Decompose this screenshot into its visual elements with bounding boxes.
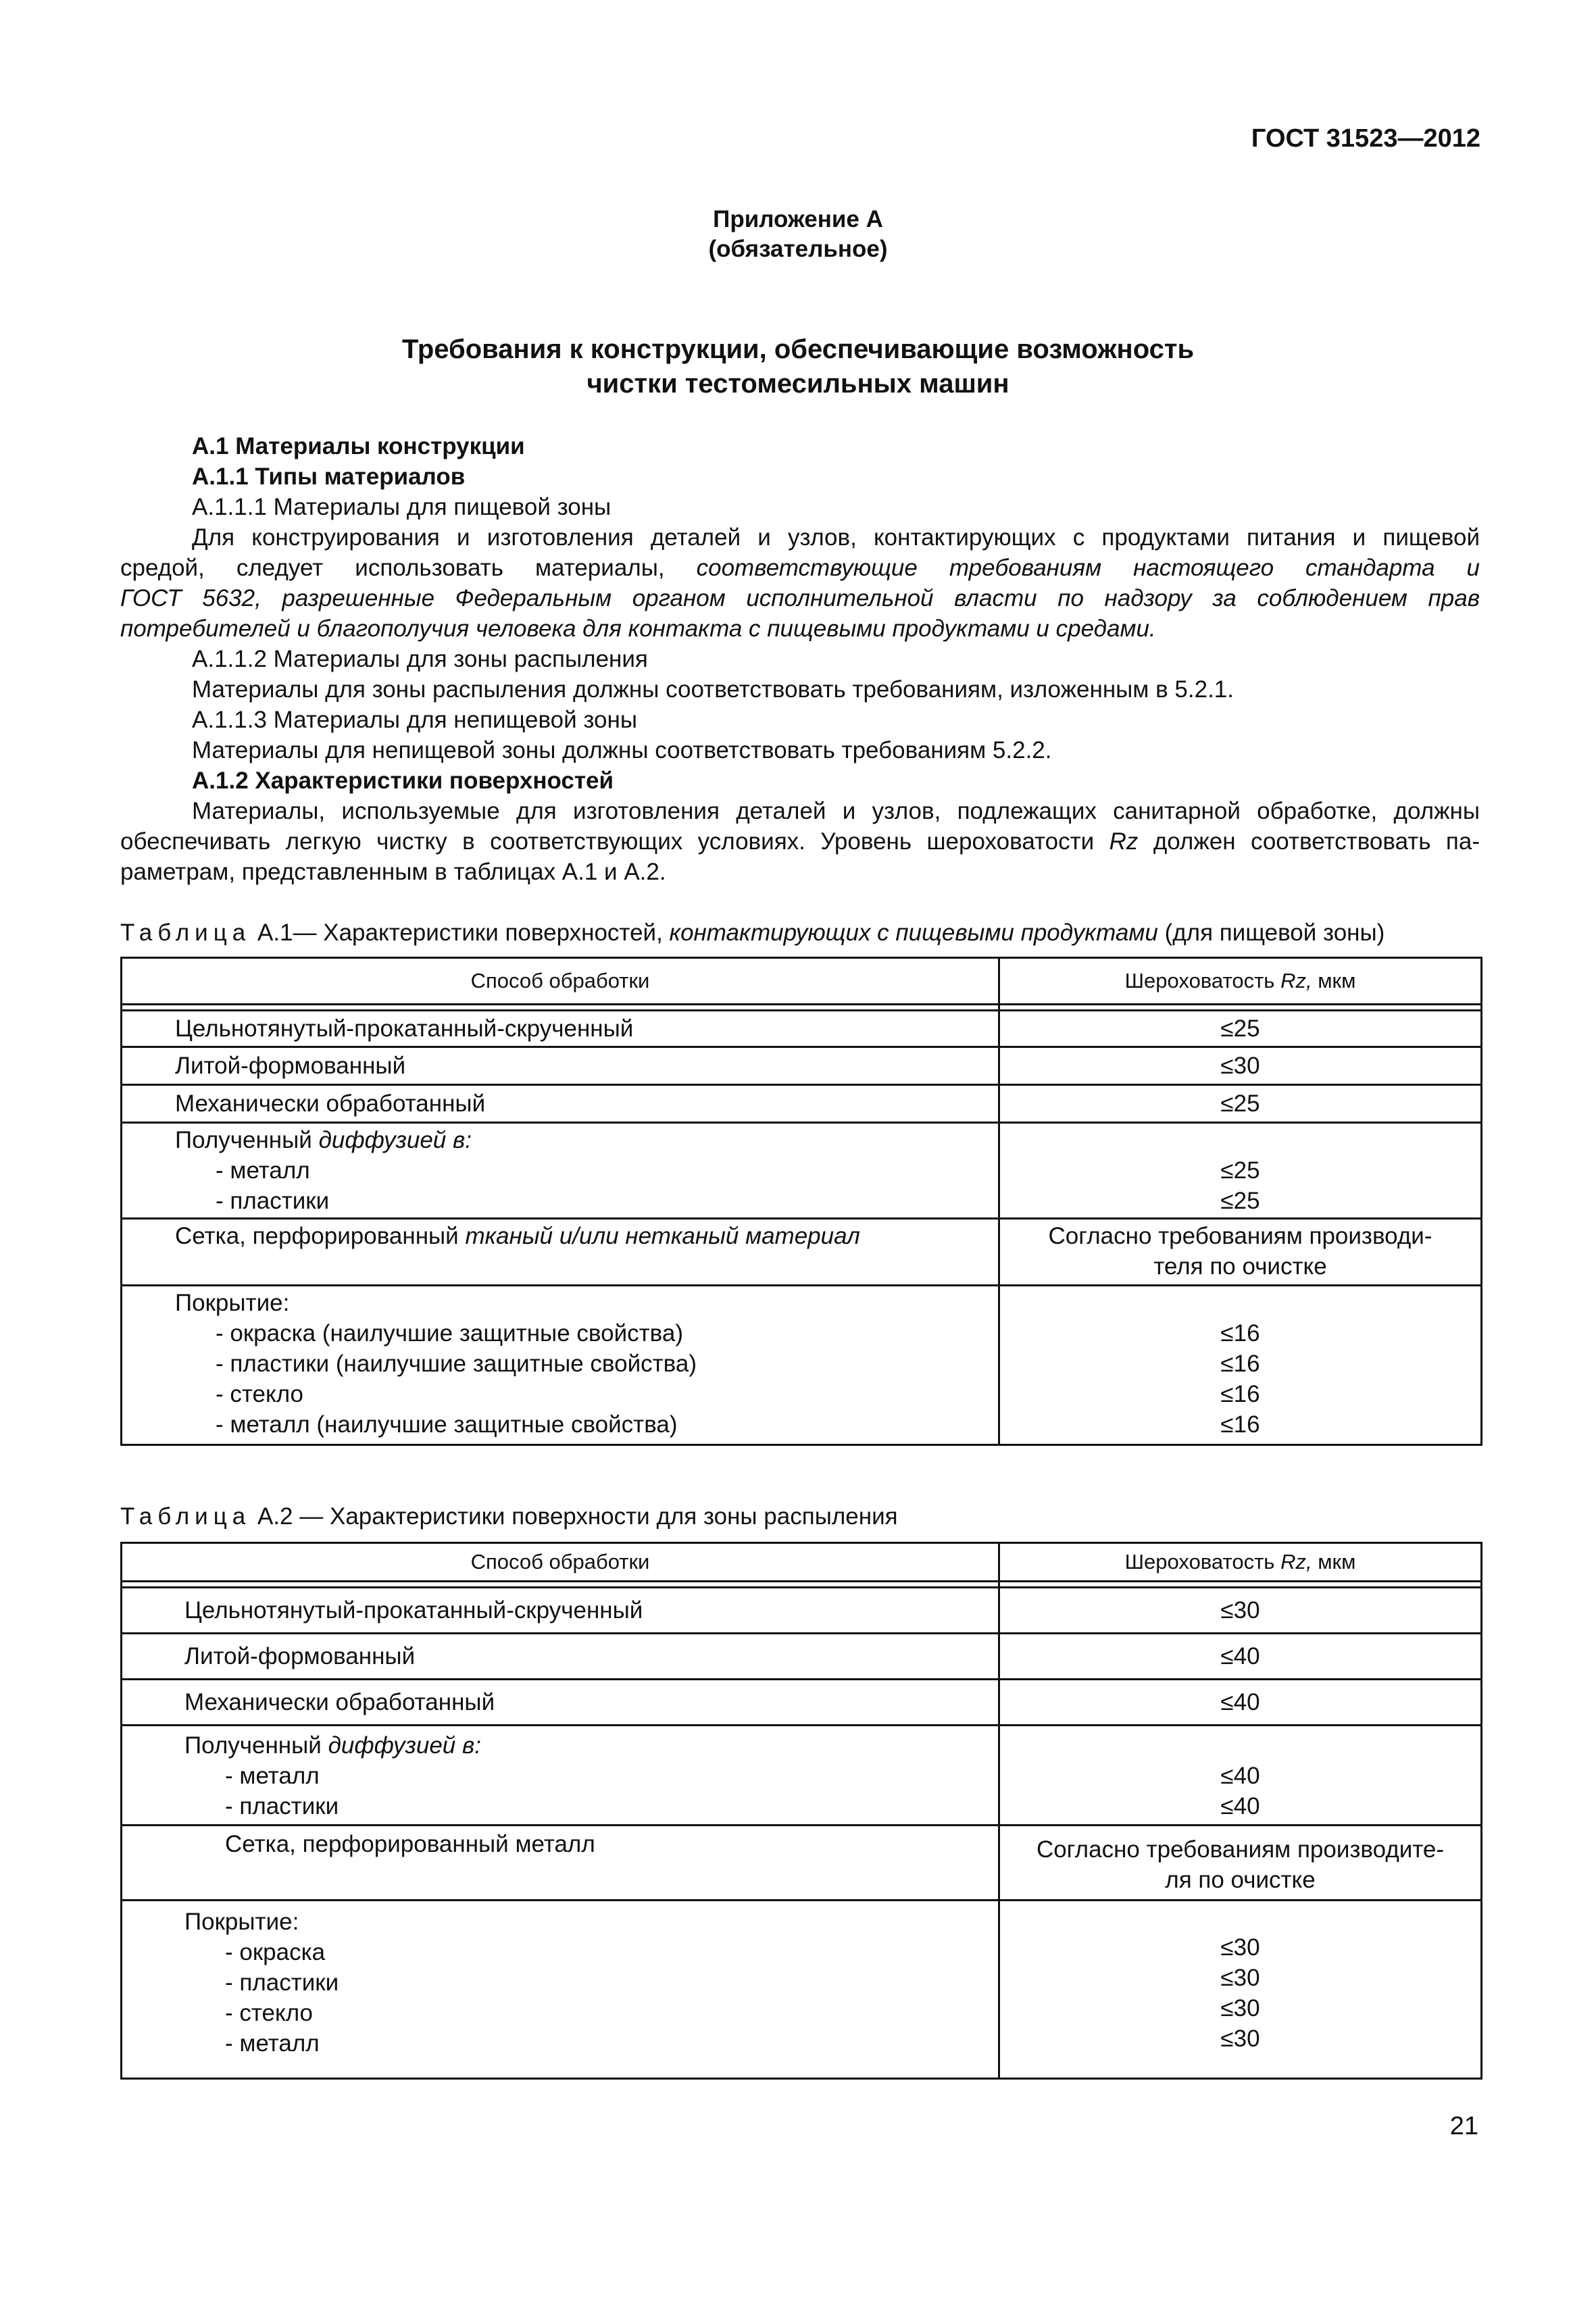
table-cell-value (999, 1219, 1482, 1286)
table-cell-method: Цельнотянутый-прокатанный-скрученный (122, 1011, 999, 1047)
section-title-line2: чистки тестомесильных машин (587, 369, 1009, 399)
cell-line: ≤40 (1220, 1793, 1260, 1819)
document-code: ГОСТ 31523—2012 (1251, 124, 1480, 153)
heading-a1: А.1 Материалы конструкции (192, 433, 525, 459)
paragraph-line: Материалы, используемые для изготовления деталей и узлов, подлежащих санитарной обработке, должны (192, 798, 1480, 824)
table-cell-value (999, 1286, 1482, 1445)
table-row (122, 1123, 1482, 1219)
heading-a11: А.1.1 Типы материалов (192, 463, 466, 490)
cell-line: ≤16 (1220, 1351, 1260, 1377)
table-cell-value: ≤25 (999, 1011, 1482, 1047)
text-span: тканый и/или нетканый материал (465, 1223, 860, 1249)
table-row (122, 1680, 1482, 1726)
text-span: Rz (1109, 828, 1139, 855)
paragraph-line: Для конструирования и изготовления деталей и узлов, контактирующих с продуктами питания и пищевой (192, 524, 1480, 551)
table-header-row (122, 958, 1482, 1005)
cell-line: ≤30 (1220, 1934, 1260, 1961)
cell-line (175, 1125, 998, 1155)
annex-title: Приложение А (713, 206, 883, 232)
table-row (122, 1826, 1482, 1901)
page-number: 21 (1449, 2112, 1478, 2140)
cell-line: - металл (наилучшие защитные свойства) (216, 1411, 678, 1438)
caption-text: контактирующих с пищевыми продуктами (669, 920, 1158, 946)
paragraph-line: Материалы для непищевой зоны должны соответствовать требованиям 5.2.2. (192, 737, 1052, 763)
cell-line: - пластики (225, 1969, 339, 1996)
table-row (122, 1219, 1482, 1286)
table-cell-method: Цельнотянутый-прокатанный-скрученный (122, 1588, 999, 1634)
cell-line (184, 1730, 998, 1761)
paragraph-line: Материалы для зоны распыления должны соответствовать требованиям, изложенным в 5.2.1. (192, 676, 1234, 703)
paragraph-line: ГОСТ 5632, разрешенные Федеральным органом исполнительной власти по надзору за соблюдением прав (120, 585, 1480, 611)
text-span: Полученный (175, 1127, 312, 1153)
heading-a112: А.1.1.2 Материалы для зоны распыления (192, 646, 648, 672)
cell-line: ≤25 (1220, 1157, 1260, 1184)
table2 (120, 1542, 1482, 2080)
table-separator (122, 1005, 1482, 1011)
section-title-line1: Требования к конструкции, обеспечивающие возможность (401, 334, 1195, 364)
header-text: Rz, (1280, 969, 1312, 992)
table-cell-method: Литой-формованный (122, 1634, 999, 1680)
text-span: Сетка, перфорированный (175, 1223, 459, 1249)
caption-text: Характеристики поверхностей, (323, 920, 663, 946)
header-text: Шероховатость (1124, 969, 1275, 992)
cell-line: - пластики (наилучшие защитные свойства) (216, 1351, 697, 1377)
cell-line: ≤40 (1220, 1763, 1260, 1789)
table-cell-value (999, 1826, 1482, 1901)
table-cell-value (999, 1726, 1482, 1826)
table-cell-value (999, 1123, 1482, 1219)
cell-line: - металл (225, 1763, 320, 1789)
cell-line: ≤16 (1220, 1320, 1260, 1347)
cell-line: ≤16 (1220, 1381, 1260, 1407)
text-span: диффузией в: (318, 1127, 472, 1153)
table-cell-method (122, 1901, 999, 2079)
table-row (122, 1726, 1482, 1826)
text-span: должен соответствовать па- (1153, 828, 1480, 855)
cell-line: - окраска (225, 1939, 326, 1965)
paragraph-line: раметрам, представленным в таблицах А.1 и А.2. (120, 859, 666, 885)
caption-text: Характеристики поверхности для зоны распыления (329, 1503, 898, 1530)
text-span: соответствующие требованиям настоящего стандарта и (696, 555, 1480, 581)
table-row (122, 1901, 1482, 2079)
table-cell-method (122, 1219, 999, 1286)
table-cell-value (999, 1901, 1482, 2079)
table-cell-value: ≤40 (999, 1634, 1482, 1680)
header-text: Шероховатость (1124, 1550, 1275, 1574)
column-header-roughness (999, 958, 1482, 1005)
cell-line: теля по очистке (1153, 1253, 1327, 1280)
table-cell-value: ≤30 (999, 1588, 1482, 1634)
table-header-row (122, 1543, 1482, 1582)
cell-line: Покрытие: (184, 1909, 299, 1935)
table-cell-method (122, 1286, 999, 1445)
table-cell-value: ≤25 (999, 1085, 1482, 1123)
cell-line: ≤30 (1220, 1995, 1260, 2021)
table-cell-value: ≤30 (999, 1047, 1482, 1085)
table-separator (122, 1582, 1482, 1588)
caption-number: А.1— (257, 920, 317, 946)
cell-line: Согласно требованиям производите- (1036, 1836, 1445, 1863)
cell-line: - металл (216, 1157, 310, 1184)
caption-number: А.2 — (257, 1503, 324, 1530)
cell-line: Согласно требованиям производи- (1048, 1223, 1432, 1249)
cell-line: ля по очистке (1165, 1867, 1316, 1893)
table-cell-value: ≤40 (999, 1680, 1482, 1726)
heading-a113: А.1.1.3 Материалы для непищевой зоны (192, 707, 638, 733)
table2-caption (120, 1501, 1480, 1532)
text-span: Полученный (184, 1732, 322, 1759)
header-text: мкм (1318, 969, 1356, 992)
cell-line: - пластики (216, 1188, 330, 1214)
cell-line: ≤30 (1220, 1965, 1260, 1991)
column-header-method: Способ обработки (122, 1543, 999, 1582)
heading-a111: А.1.1.1 Материалы для пищевой зоны (192, 494, 612, 520)
header-text: Rz, (1280, 1550, 1312, 1574)
cell-line: ≤25 (1220, 1188, 1260, 1214)
table-row (122, 1011, 1482, 1047)
table-row (122, 1588, 1482, 1634)
caption-word: Таблица (120, 1503, 251, 1530)
text-span: средой, следует использовать материалы, (120, 555, 665, 581)
body-text (120, 431, 1480, 887)
cell-line: - стекло (216, 1381, 303, 1407)
column-header-roughness (999, 1543, 1482, 1582)
cell-line: - стекло (225, 2000, 313, 2026)
paragraph-line (120, 553, 1480, 583)
table-cell-method: Сетка, перфорированный металл (122, 1826, 999, 1901)
cell-line: - окраска (наилучшие защитные свойства) (216, 1320, 683, 1347)
paragraph-line: потребителей и благополучия человека для контакта с пищевыми продуктами и средами. (120, 615, 1156, 642)
paragraph-line (120, 826, 1480, 857)
header-text: мкм (1318, 1550, 1356, 1574)
table-cell-method (122, 1123, 999, 1219)
cell-line: - металл (225, 2030, 320, 2057)
cell-line: - пластики (225, 1793, 339, 1819)
table-row (122, 1634, 1482, 1680)
table-row (122, 1085, 1482, 1123)
table-cell-method: Механически обработанный (122, 1680, 999, 1726)
cell-line: ≤30 (1220, 2026, 1260, 2052)
table-row (122, 1286, 1482, 1445)
cell-line: ≤16 (1220, 1411, 1260, 1438)
table-row (122, 1047, 1482, 1085)
table1 (120, 957, 1482, 1446)
column-header-method: Способ обработки (122, 958, 999, 1005)
table1-caption (120, 917, 1480, 948)
table-cell-method (122, 1726, 999, 1826)
caption-text: (для пищевой зоны) (1164, 920, 1385, 946)
cell-line: Покрытие: (175, 1290, 290, 1316)
text-span: обеспечивать легкую чистку в соответствующих условиях. Уровень шероховатости (120, 828, 1095, 855)
table-cell-method: Литой-формованный (122, 1047, 999, 1085)
table-cell-method: Механически обработанный (122, 1085, 999, 1123)
caption-word: Таблица (120, 920, 251, 946)
heading-a12: А.1.2 Характеристики поверхностей (192, 768, 614, 794)
text-span: диффузией в: (328, 1732, 481, 1759)
annex-status: (обязательное) (708, 236, 888, 262)
